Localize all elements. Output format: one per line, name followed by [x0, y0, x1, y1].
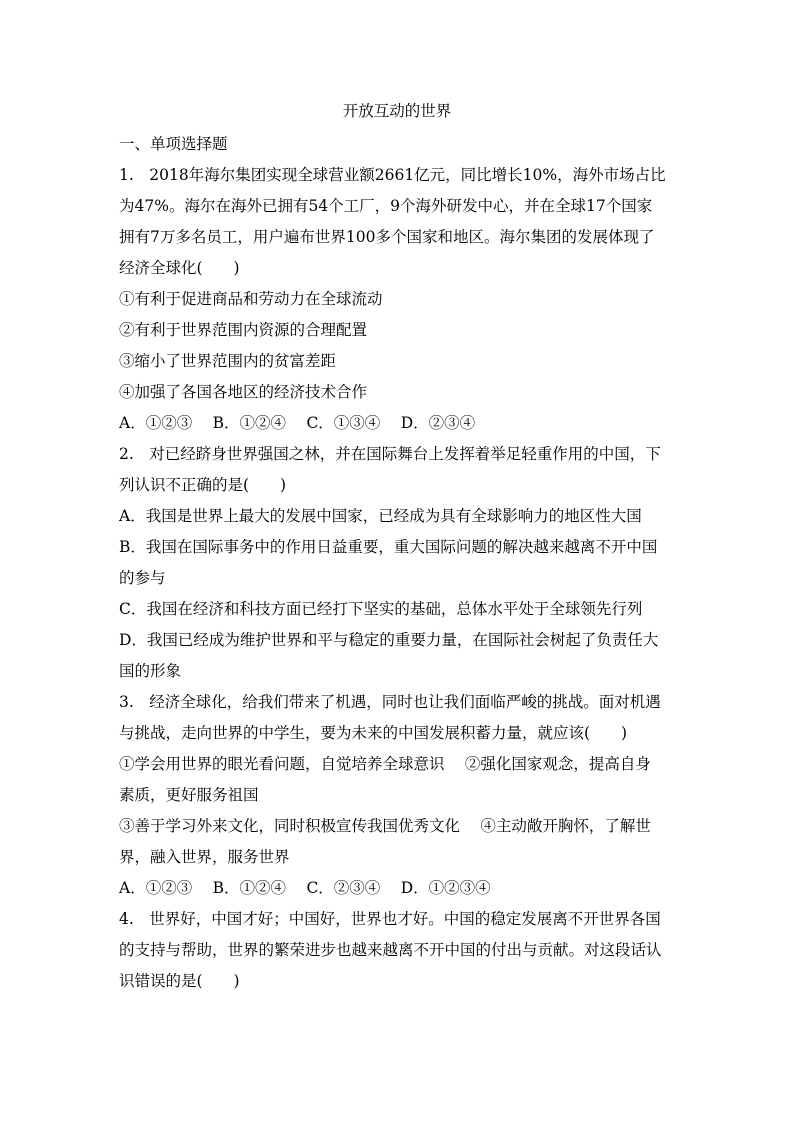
statement-item: ②有利于世界范围内资源的合理配置	[119, 321, 368, 339]
choice-line: A．我国是世界上最大的发展中国家，已经成为具有全球影响力的地区性大国	[119, 507, 642, 525]
question-stem-line: 识错误的是( )	[119, 972, 240, 990]
question-2	[119, 439, 679, 687]
question-3	[119, 687, 679, 904]
question-stem-line: 与挑战，走向世界的中学生，要为未来的中国发展积蓄力量，就应该( )	[119, 724, 628, 742]
question-stem-line: 4. 世界好，中国才好；中国好，世界也才好。中国的稳定发展离不开世界各国	[119, 910, 661, 928]
statement-line: ③善于学习外来文化，同时积极宣传我国优秀文化 ④主动敞开胸怀，了解世	[119, 817, 651, 835]
question-stem-line: 拥有7万多名员工，用户遍布世界100多个国家和地区。海尔集团的发展体现了	[119, 228, 655, 246]
statement-line: 界，融入世界，服务世界	[119, 848, 290, 866]
question-1	[119, 160, 679, 439]
statement-item: ③缩小了世界范围内的贫富差距	[119, 352, 337, 370]
statement-line: 素质，更好服务祖国	[119, 786, 259, 804]
statement-item: ④加强了各国各地区的经济技术合作	[119, 383, 368, 401]
choice-line: 国的形象	[119, 662, 182, 680]
statement-item: ①有利于促进商品和劳动力在全球流动	[119, 290, 383, 308]
choice-line: D．我国已经成为维护世界和平与稳定的重要力量，在国际社会树起了负责任大	[119, 631, 659, 649]
question-stem-line: 2. 对已经跻身世界强国之林，并在国际舞台上发挥着举足轻重作用的中国，下	[119, 445, 661, 463]
question-stem-line: 1. 2018年海尔集团实现全球营业额2661亿元，同比增长10%，海外市场占比	[119, 166, 666, 184]
section-heading: 一、单项选择题	[119, 135, 228, 153]
document-body	[119, 129, 679, 997]
choice-line: B．我国在国际事务中的作用日益重要，重大国际问题的解决越来越离不开中国	[119, 538, 658, 556]
statement-line: ①学会用世界的眼光看问题，自觉培养全球意识 ②强化国家观念，提高自身	[119, 755, 651, 773]
choice-line: 的参与	[119, 569, 166, 587]
page-title: 开放互动的世界	[342, 102, 452, 120]
answer-options: A．①②③ B．①②④ C．①③④ D．②③④	[119, 414, 476, 432]
answer-options: A．①②③ B．①②④ C．②③④ D．①②③④	[119, 879, 491, 897]
question-4	[119, 904, 679, 997]
question-stem-line: 的支持与帮助，世界的繁荣进步也越来越离不开中国的付出与贡献。对这段话认	[119, 941, 662, 959]
question-stem-line: 3. 经济全球化，给我们带来了机遇，同时也让我们面临严峻的挑战。面对机遇	[119, 693, 661, 711]
question-stem-line: 经济全球化( )	[119, 259, 240, 277]
question-stem-line: 为47%。海尔在海外已拥有54个工厂，9个海外研发中心，并在全球17个国家	[119, 197, 653, 215]
question-stem-line: 列认识不正确的是( )	[119, 476, 287, 494]
choice-line: C．我国在经济和科技方面已经打下坚实的基础，总体水平处于全球领先行列	[119, 600, 643, 618]
